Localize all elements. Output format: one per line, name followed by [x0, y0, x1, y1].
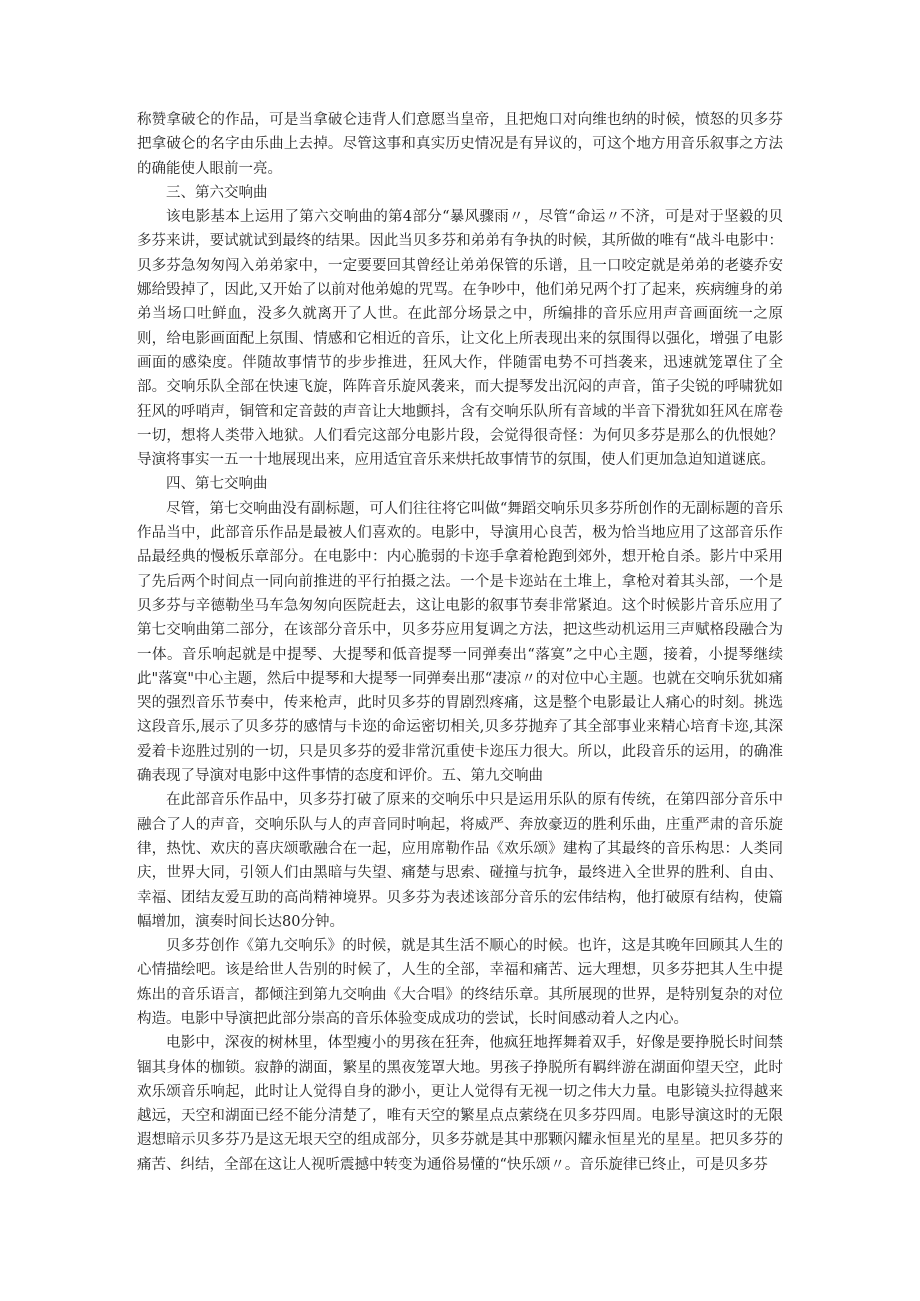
paragraph: 电影中，深夜的树林里，体型瘦小的男孩在狂奔，他疯狂地挥舞着双手，好像是要挣脱长时间禁锢其身体的枷锁。寂静的湖面，繁星的黑夜笼罩大地。男孩子挣脱所有羁绊游在湖面仰望天空，此时欢乐颂音乐响起，此时让人觉得自身的渺小，更让人觉得有无视一切之伟大力量。电影镜头拉得越来越远，天空和湖面已经不能分清楚了，唯有天空的繁星点点萦绕在贝多芬四周。电影导演这时的无限遐想暗示贝多芬乃是这无垠天空的组成部分，贝多芬就是其中那颗闪耀永恒星光的星星。把贝多芬的痛苦、纠结，全部在这让人视听震撼中转变为通俗易懂的“快乐颂〃。音乐旋律已终止，可是贝多芬: [137, 1035, 783, 1173]
paragraph: 在此部音乐作品中，贝多芬打破了原来的交响乐中只是运用乐队的原有传统，在第四部分音乐中融合了人的声音，交响乐队与人的声音同时响起，将威严、奔放豪迈的胜利乐曲，庄重严肃的音乐旋律，热忱、欢庆的喜庆颂歌融合在一起，应用席勒作品《欢乐颂》建构了其最终的音乐构思：人类同庆，世界大同，引领人们由黑暗与失望、痛楚与思索、碰撞与抗争，最终进入全世界的胜利、自由、幸福、团结友爱互助的高尚精神境界。贝多芬为表述该部分音乐的宏伟结构，他打破原有结构，使篇幅增加，演奏时间长达80分钟。: [137, 792, 783, 930]
section-heading-sixth-symphony: 三、第六交响曲: [166, 184, 268, 201]
paragraph: 贝多芬创作《第九交响乐》的时候，就是其生活不顺心的时候。也许，这是其晚年回顾其人生的心情描绘吧。该是给世人告别的时候了，人生的全部，幸福和痛苦、远大理想，贝多芬把其人生中提炼出的音乐语言，都倾注到第九交响曲《大合唱》的终结乐章。其所展现的世界，是特别复杂的对位构造。电影中导演把此部分崇高的音乐体验变成成功的尝试，长时间感动着人之内心。: [137, 938, 783, 1027]
section-heading-seventh-symphony: 四、第七交响曲: [166, 476, 268, 493]
paragraph: 尽管，第七交响曲没有副标题，可人们往往将它叫做“舞蹈交响乐贝多芬所创作的无副标题的音乐作品当中，此部音乐作品是最被人们喜欢的。电影中，导演用心良苦，极为恰当地应用了这部音乐作品最经典的慢板乐章部分。在电影中：内心脆弱的卡迩手拿着枪跑到郊外，想开枪自杀。影片中采用了先后两个时间点一同向前推进的平行拍摄之法。一个是卡迩站在土堆上，拿枪对着其头部，一个是贝多芬与辛德勒坐马车急匆匆向医院赶去，这让电影的叙事节奏非常紧迫。这个时候影片音乐应用了第七交响曲第二部分，在该部分音乐中，贝多芬应用复调之方法，把这些动机运用三声赋格段融合为一体。音乐响起就是中提琴、大提琴和低音提琴一同弹奏出“落寞”之中心主题，接着，小提琴继续此"落寞"中心主题，然后中提琴和大提琴一同弹奏出那“凄凉〃的对位中心主题。也就在交响乐犹如痛哭的强烈音乐节奏中，传来枪声，此时贝多芬的胃剧烈疼痛，这是整个电影最让人痛心的时刻。挑选这段音乐,展示了贝多芬的感情与卡迩的命运密切相关,贝多芬抛弃了其全部事业来精心培育卡迩,其深爱着卡迩胜过别的一切，只是贝多芬的爱非常沉重使卡迩压力很大。所以，此段音乐的运用，的确准确表现了导演对电影中这件事情的态度和评价。五、第九交响曲: [137, 500, 783, 785]
paragraph: 该电影基本上运用了第六交响曲的第4部分“暴风骤雨〃，尽管“命运〃不济，可是对于坚毅的贝多芬来讲，要试就试到最终的结果。因此当贝多芬和弟弟有争执的时候，其所做的唯有“战斗电影中：贝多芬急匆匆闯入弟弟家中，一定要要回其曾经让弟弟保管的乐谱，且一口咬定就是弟弟的老婆乔安娜给毁掉了，因此,又开始了以前对他弟媳的咒骂。在争吵中，他们弟兄两个打了起来，疾病缠身的弟弟当场口吐鲜血，没多久就离开了人世。在此部分场景之中，所编排的音乐应用声音画面统一之原则，给电影画面配上氛围、情感和它相近的音乐，让文化上所表现出来的氛围得以强化，增强了电影画面的感染度。伴随故事情节的步步推进，狂风大作，伴随雷电势不可挡袭来，迅速就笼罩住了全部。交响乐队全部在快速飞旋，阵阵音乐旋风袭来，而大提琴发出沉闷的声音，笛子尖锐的呼啸犹如狂风的呼哨声，铜管和定音鼓的声音让大地颤抖，含有交响乐队所有音域的半音下滑犹如狂风在席卷一切，想将人类带入地狱。人们看完这部分电影片段，会觉得很奇怪：为何贝多芬是那么的仇恨她？导演将事实一五一十地展现出来，应用适宜音乐来烘托故事情节的氛围，使人们更加急迫知道谜底。: [137, 209, 783, 469]
document-body: [137, 108, 783, 1177]
paragraph: 称赞拿破仑的作品，可是当拿破仑违背人们意愿当皇帝，且把炮口对向维也纳的时候，愤怒的贝多芬把拿破仑的名字由乐曲上去掉。尽管这事和真实历史情况是有异议的，可这个地方用音乐叙事之方法的确能使人眼前一亮。: [137, 112, 783, 177]
